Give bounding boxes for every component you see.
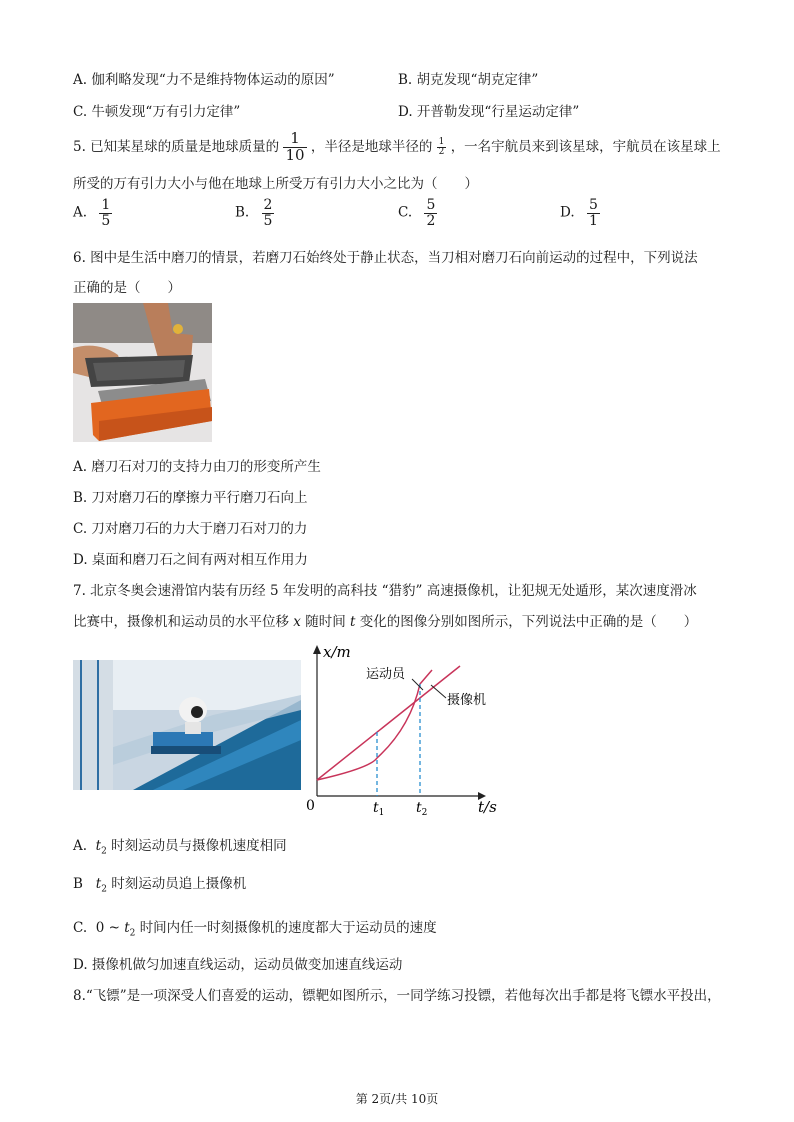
q5-option-c: C. $\frac{5}{2}$ xyxy=(398,197,436,229)
q7-stem-line1: 7. 北京冬奥会速滑馆内装有历经 5 年发明的高科技 “猎豹” 高速摄像机，让犯规无处遁形，某次速度滑冰 xyxy=(73,583,697,599)
q6-stem-line2: 正确的是（ ） xyxy=(73,280,181,296)
page-footer: 第 2页/共 10页 xyxy=(355,1092,439,1106)
xt-graph xyxy=(300,640,500,820)
athlete-curve xyxy=(317,670,432,780)
y-axis-arrow xyxy=(313,645,321,654)
q7-option-d: D. 摄像机做匀加速直线运动，运动员做变加速直线运动 xyxy=(73,957,403,973)
tick-t1: $t_1$ xyxy=(373,800,385,818)
q5-fraction-mass: $\frac{1}{10}$ xyxy=(285,129,305,164)
q5-stem-line1: 5. 已知某星球的质量是地球质量的 $\frac{1}{10}$ ，半径是地球半径的 $\frac{1}{2}$ ，一名宇航员来到该星球，宇航员在该星球上 xyxy=(73,129,721,164)
q5-option-d: D. $\frac{5}{1}$ xyxy=(560,197,598,229)
q5-option-b: B. $\frac{2}{5}$ xyxy=(235,197,273,229)
origin-label: 0 xyxy=(306,798,315,814)
series-label-athlete: 运动员 xyxy=(366,667,406,682)
q7-option-c: C. 0 ~ $t_2$ 时间内任一时刻摄像机的速度都大于运动员的速度 xyxy=(73,920,437,939)
y-axis-label: x/m xyxy=(323,643,351,661)
camera-label-leader xyxy=(431,685,446,698)
q6-option-c: C. 刀对磨刀石的力大于磨刀石对刀的力 xyxy=(73,521,308,537)
q8-stem-line1: 8.“飞镖”是一项深受人们喜爱的运动，镖靶如图所示，一同学练习投镖，若他每次出手都是将飞镖水平投出， xyxy=(73,988,721,1004)
camera-rail-photo xyxy=(73,660,301,790)
q5-stem-line2: 所受的万有引力大小与他在地球上所受万有引力大小之比为（ ） xyxy=(73,176,478,192)
q6-option-d: D. 桌面和磨刀石之间有两对相互作用力 xyxy=(73,552,308,568)
q4-option-d: D. 开普勒发现“行星运动定律” xyxy=(398,104,580,120)
camera-line xyxy=(317,666,460,780)
knife-sharpening-photo xyxy=(73,303,212,442)
x-axis-label: t/s xyxy=(478,798,497,816)
q4-option-a: A. 伽利略发现“力不是维持物体运动的原因” xyxy=(73,72,335,88)
q7-option-a: A. $t_2$ 时刻运动员与摄像机速度相同 xyxy=(73,838,287,857)
q4-option-b: B. 胡克发现“胡克定律” xyxy=(398,72,539,88)
q6-stem-line1: 6. 图中是生活中磨刀的情景，若磨刀石始终处于静止状态，当刀相对磨刀石向前运动的过程中，下列说法 xyxy=(73,250,698,266)
q5-fraction-radius: $\frac{1}{2}$ xyxy=(438,136,445,157)
tick-t2: $t_2$ xyxy=(416,800,428,818)
q5-option-a: A. $\frac{1}{5}$ xyxy=(73,197,111,229)
athlete-label-leader xyxy=(412,679,423,690)
series-label-camera: 摄像机 xyxy=(447,693,487,708)
q6-option-a: A. 磨刀石对刀的支持力由刀的形变所产生 xyxy=(73,459,321,475)
q6-option-b: B. 刀对磨刀石的摩擦力平行磨刀石向上 xyxy=(73,490,308,506)
q7-stem-line2: 比赛中，摄像机和运动员的水平位移 x 随时间 t 变化的图像分别如图所示，下列说法中正确的是（ ） xyxy=(73,614,698,630)
q4-option-c: C. 牛顿发现“万有引力定律” xyxy=(73,104,241,120)
q7-option-b: B $t_2$ 时刻运动员追上摄像机 xyxy=(73,876,247,895)
